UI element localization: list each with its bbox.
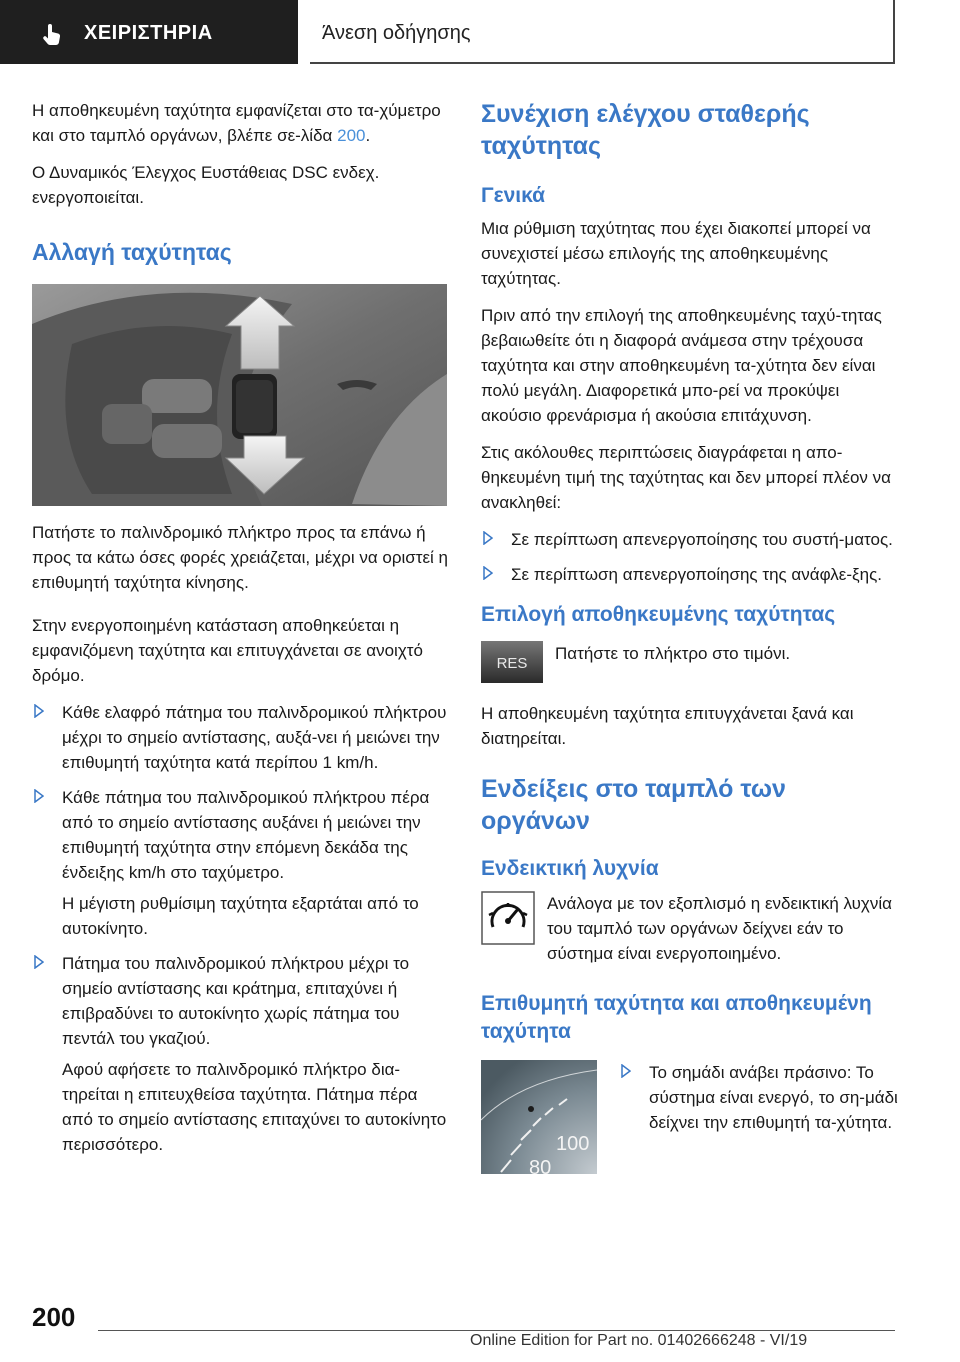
header-topic-title: Άνεση οδήγησης [322, 22, 471, 44]
page-link[interactable]: 200 [337, 126, 366, 145]
res-instruction: Πατήστε το πλήκτρο στο τιμόνι. [555, 644, 791, 663]
subheading-select-stored: Επιλογή αποθηκευμένης ταχύτητας [481, 603, 836, 626]
change-speed-para1: Πατήστε το παλινδρομικό πλήκτρο προς τα επάνω ή προς τα κάτω όσες φορές χρειάζεται, μέχρι να οριστεί η επιθυμητή ταχύτητα κίνησης. [32, 523, 449, 592]
header-section-tab [0, 0, 298, 64]
triangle-bullet-icon [483, 531, 493, 545]
dsc-paragraph: Ο Δυναμικός Έλεγχος Ευστάθειας DSC ενδεχ. ενεργοποιείται. [32, 163, 380, 207]
heading-change-speed: Αλλαγή ταχύτητας [32, 239, 232, 265]
res-button-icon [481, 641, 543, 683]
hand-pointer-icon [40, 22, 64, 46]
lamp-row [481, 891, 901, 966]
heading-instrument-displays: Ενδείξεις στο ταμπλό των οργάνων [481, 775, 786, 835]
heading-resume-cruise: Συνέχιση ελέγχου σταθερής ταχύτητας [481, 100, 810, 160]
select-result: Η αποθηκευμένη ταχύτητα επιτυγχάνεται ξανά και διατηρείται. [481, 704, 854, 748]
lamp-description: Ανάλογα με τον εξοπλισμό η ενδεικτική λυχνία του ταμπλό των οργάνων δείχνει εάν το σύστημα είναι ενεργοποιημένο. [547, 894, 892, 963]
triangle-bullet-icon [34, 955, 44, 969]
general-para1: Μια ρύθμιση ταχύτητας που έχει διακοπεί μπορεί να συνεχιστεί μέσω επιλογής της αποθηκευμένης ταχύτητας. [481, 219, 871, 288]
bullet-text: Κάθε ελαφρό πάτημα του παλινδρομικού πλήκτρου μέχρι το σημείο αντίστασης, αυξά-νει ή μειώνει την επιθυμητή ταχύτητα κατά περίπου 1 km/h. [62, 703, 447, 772]
triangle-bullet-icon [483, 566, 493, 580]
cruise-control-lamp-icon [481, 891, 535, 945]
list-item [619, 1060, 901, 1135]
triangle-bullet-icon [34, 789, 44, 803]
bullet-text: Σε περίπτωση απενεργοποίησης της ανάφλε-ξης. [511, 565, 883, 584]
list-item [481, 527, 901, 552]
header-topic-box [310, 0, 895, 64]
bullet-note: Αφού αφήσετε το παλινδρομικό πλήκτρο δια-τηρείται η επιτευχθείσα ταχύτητα. Πάτημα πέρα από το σημείο αντίστασης επιταχύνει το αυτοκίνητο περισσότερο. [62, 1060, 447, 1154]
subheading-target-stored-speed: Επιθυμητή ταχύτητα και αποθηκευμένη ταχύτητα [481, 992, 872, 1043]
target-speed-list [619, 1060, 901, 1145]
gauge-label-100: 100 [556, 1133, 590, 1155]
list-item [32, 785, 452, 941]
general-para2: Πριν από την επιλογή της αποθηκευμένης ταχύ-τητας βεβαιωθείτε ότι η διαφορά ανάμεσα στην τρέχουσα ταχύτητα και στην αποθηκευμένη τα-χύτητα δεν είναι πολύ μεγάλη. Διαφορετικά μπο-ρεί να προκύψει ακούσιο φρενάρισμα ή ακούσια επιτάχυνση. [481, 306, 882, 425]
subheading-general: Γενικά [481, 184, 546, 207]
triangle-bullet-icon [34, 704, 44, 718]
triangle-bullet-icon [621, 1064, 631, 1078]
bullet-note: Η μέγιστη ρυθμίσιμη ταχύτητα εξαρτάται από το αυτοκίνητο. [62, 894, 419, 938]
steering-wheel-rocker-photo [32, 284, 447, 506]
general-para3: Στις ακόλουθες περιπτώσεις διαγράφεται η απο-θηκευμένη τιμή της ταχύτητας και δεν μπορεί πλέον να ανακληθεί: [481, 443, 891, 512]
edition-text: Online Edition for Part no. 01402666248 - VI/19 [470, 1332, 808, 1349]
gauge-row [481, 1060, 901, 1174]
intro-text: Η αποθηκευμένη ταχύτητα εμφανίζεται στο τα-χύμετρο και στο ταμπλό οργάνων, βλέπε σε-λίδα [32, 101, 441, 145]
delete-cases-list [481, 527, 901, 587]
list-item [32, 700, 452, 775]
bullet-text: Πάτημα του παλινδρομικού πλήκτρου μέχρι το σημείο αντίστασης και κράτημα, επιταχύνει ή επιβραδύνει το αυτοκίνητο χωρίς πάτημα του πεντάλ του γκαζιού. [62, 954, 410, 1048]
speedometer-gauge-image [481, 1060, 597, 1174]
footer-divider [98, 1330, 895, 1331]
res-row [481, 641, 901, 683]
gauge-label-80: 80 [529, 1157, 552, 1174]
change-speed-para2: Στην ενεργοποιημένη κατάσταση αποθηκεύεται η εμφανιζόμενη ταχύτητα και επιτυγχάνεται σε ανοιχτό δρόμο. [32, 616, 423, 685]
change-speed-bullets [32, 700, 452, 1157]
left-column [32, 98, 452, 1167]
bullet-text: Το σημάδι ανάβει πράσινο: Το σύστημα είναι ενεργό, το ση-μάδι δείχνει την επιθυμητή τα-χύτητα. [649, 1063, 898, 1132]
res-label: RES [496, 655, 528, 672]
list-item [32, 951, 452, 1157]
intro-text-end: . [365, 126, 371, 145]
header-section-title: ΧΕΙΡΙΣΤΗΡΙΑ [84, 22, 213, 44]
bullet-text: Κάθε πάτημα του παλινδρομικού πλήκτρου πέρα από το σημείο αντίστασης αυξάνει ή μειώνει την επιθυμητή ταχύτητα στην επόμενη δεκάδα της ένδειξης km/h στο ταχύμετρο. [62, 788, 430, 882]
list-item [481, 562, 901, 587]
bullet-text: Σε περίπτωση απενεργοποίησης του συστή-ματος. [511, 530, 893, 549]
page-number: 200 [32, 1302, 76, 1332]
intro-paragraph [32, 98, 452, 148]
right-column [481, 98, 901, 1194]
subheading-indicator-lamp: Ενδεικτική λυχνία [481, 857, 659, 880]
